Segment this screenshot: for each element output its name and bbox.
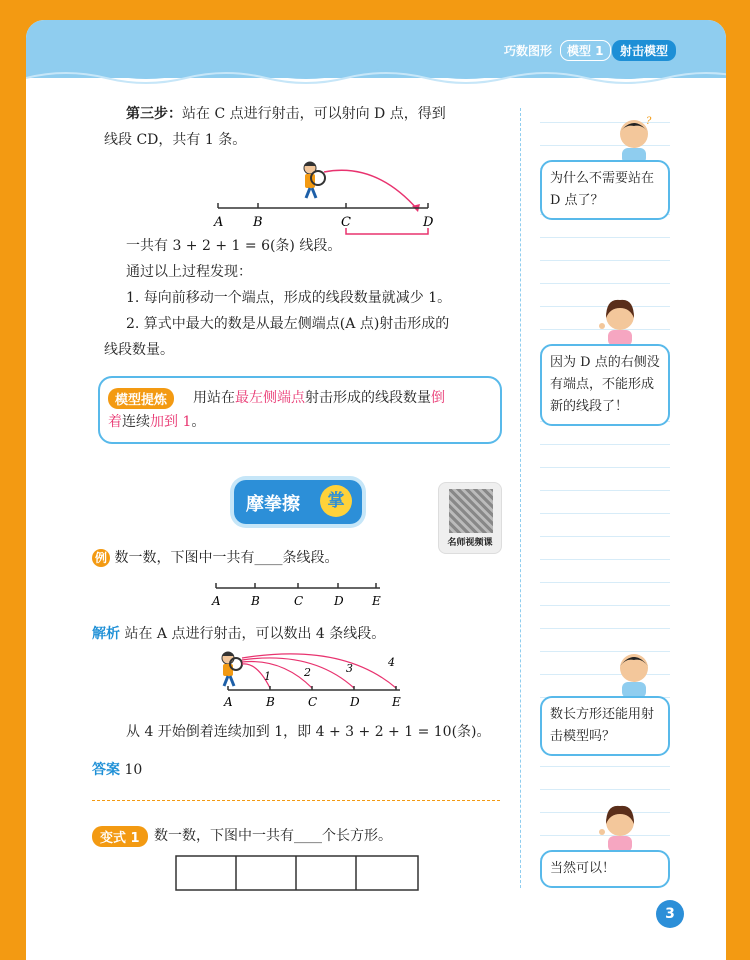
segment-cd-bracket [346,228,428,234]
answer-value: 10 [124,762,143,778]
answer-label: 答案 [92,762,120,778]
shot-arc [324,170,418,210]
model-label: 模型 1 [560,40,611,61]
discover-line: 通过以上过程发现： [126,264,252,280]
arc-label-4: 4 [388,656,395,669]
model-tag: 模型提炼 [108,388,174,409]
series-title: 巧数图形 [504,44,553,58]
ex-point-a: A [212,594,221,608]
speech-bubble-4: 当然可以！ [540,850,670,888]
book-page [26,20,726,960]
example-text: 数一数，下图中一共有____条线段。 [114,550,339,566]
model-text-line1 [193,386,493,410]
model-text-part: 连续 [122,414,150,430]
model-highlight-add-to-one: 加到 1 [150,414,192,430]
step3-text: 站在 C 点进行射击，可以射向 D 点，得到 [182,106,446,122]
section-divider [92,800,500,801]
point-d: D [423,215,434,230]
speech-bubble-3: 数长方形还能用射击模型吗？ [540,696,670,756]
shooter-icon [222,652,242,686]
margin-divider [520,108,521,888]
point-a: A [214,215,224,230]
arc-label-3: 3 [346,662,353,675]
ex-point-c: C [294,594,304,608]
qr-code-icon [449,489,493,533]
analysis-line [92,622,385,646]
svg-text:?: ? [646,116,652,127]
step3-line1 [126,102,446,126]
ex-point-b: B [251,594,260,608]
girl-avatar-icon [596,296,640,348]
boy-avatar-icon [612,114,656,166]
variant-text: 数一数，下图中一共有____个长方形。 [154,828,392,844]
rule-1: 1. 每向前移动一个端点，形成的线段数量就减少 1。 [126,290,452,306]
an-point-c: C [308,695,318,708]
figure-segment-cd [206,156,436,236]
arc-label-2: 2 [304,666,311,679]
model-text-line2 [108,410,205,434]
arc-label-1: 1 [264,670,271,683]
girl-avatar-icon [596,802,640,854]
practice-title: 摩拳擦 [246,494,300,515]
speech-bubble-2: 因为 D 点的右侧没有端点，不能形成新的线段了！ [540,344,670,426]
an-point-a: A [224,695,233,708]
rule-2-line2: 线段数量。 [104,342,174,358]
speech-bubble-1: 为什么不需要站在 D 点了？ [540,160,670,220]
model-text-part: 用站在 [193,390,235,406]
practice-title-badge [234,480,362,524]
analysis-label: 解析 [92,626,120,642]
header-wave [26,60,726,90]
example-tag: 例 [92,549,110,567]
figure-rectangles [174,854,422,894]
point-b: B [253,215,263,230]
answer-line [92,758,142,782]
an-point-b: B [266,695,275,708]
variant-tag: 变式 1 [92,826,148,847]
step3-line2: 线段 CD，共有 1 条。 [104,132,247,148]
rule-2-line1: 2. 算式中最大的数是从最左侧端点(A 点)射击形成的 [126,316,450,332]
video-qr-card[interactable] [438,482,502,554]
point-c: C [341,215,351,230]
chapter-title: 射击模型 [612,40,676,61]
model-highlight-reverse: 倒 [431,390,445,406]
total-line: 一共有 3 + 2 + 1 = 6(条) 线段。 [126,238,342,254]
analysis-text: 站在 A 点进行射击，可以数出 4 条线段。 [124,626,386,642]
model-highlight-leftmost: 最左侧端点 [235,390,305,406]
calc-line: 从 4 开始倒着连续加到 1，即 4 + 3 + 2 + 1 = 10(条)。 [126,724,491,740]
ex-point-e: E [372,594,381,608]
boy-avatar-icon [612,648,656,700]
model-text-part: 射击形成的线段数量 [305,390,431,406]
page-number: 3 [656,900,684,928]
practice-title-char: 掌 [320,485,352,517]
figure-example-line [210,578,390,610]
model-summary-box [98,376,502,444]
qr-label: 名师视频课 [447,538,493,548]
ex-point-d: D [334,594,344,608]
example-line [92,546,338,570]
model-highlight-reverse-2: 着 [108,414,122,430]
an-point-d: D [350,695,360,708]
model-text-part: 。 [191,414,206,430]
step3-label: 第三步： [126,106,182,122]
an-point-e: E [392,695,401,708]
figure-analysis-arcs [212,646,412,708]
shooter-icon [304,162,325,198]
